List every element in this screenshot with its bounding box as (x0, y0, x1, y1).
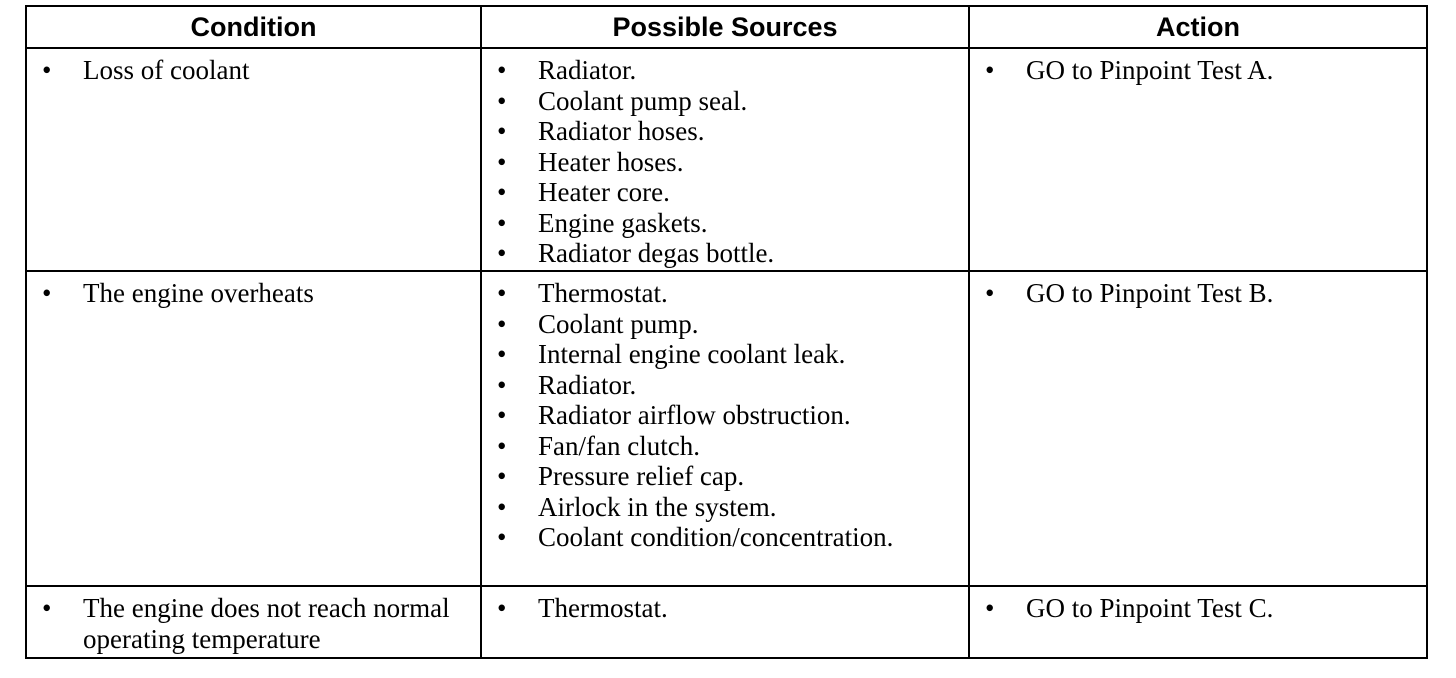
sources-cell (481, 48, 969, 271)
condition-text: • The engine overheats (27, 278, 480, 309)
source-item: • Pressure relief cap. (482, 461, 968, 492)
table-row (26, 48, 1427, 271)
header-row (26, 6, 1427, 48)
header-action: Action (969, 6, 1427, 48)
condition-cell (26, 48, 481, 271)
action-cell (969, 271, 1427, 586)
table-row (26, 271, 1427, 586)
condition-text: • The engine does not reach normal operating temperature (27, 593, 480, 654)
sources-cell (481, 271, 969, 586)
condition-cell (26, 586, 481, 658)
diagnosis-table (25, 5, 1428, 659)
action-cell (969, 586, 1427, 658)
source-item: • Thermostat. (482, 278, 968, 309)
source-item: • Thermostat. (482, 593, 968, 624)
action-text: • GO to Pinpoint Test C. (970, 593, 1426, 624)
source-item: • Coolant pump. (482, 309, 968, 340)
source-item: • Airlock in the system. (482, 492, 968, 523)
action-text: • GO to Pinpoint Test B. (970, 278, 1426, 309)
source-item: • Coolant condition/concentration. (482, 522, 968, 553)
source-item: • Internal engine coolant leak. (482, 339, 968, 370)
table-row (26, 586, 1427, 658)
source-item: • Radiator degas bottle. (482, 238, 968, 269)
header-possible-sources: Possible Sources (481, 6, 969, 48)
condition-text: • Loss of coolant (27, 55, 480, 86)
action-text: • GO to Pinpoint Test A. (970, 55, 1426, 86)
source-item: • Engine gaskets. (482, 208, 968, 239)
source-item: • Heater hoses. (482, 147, 968, 178)
source-item: • Radiator. (482, 370, 968, 401)
source-item: • Radiator hoses. (482, 116, 968, 147)
source-item: • Radiator. (482, 55, 968, 86)
action-cell (969, 48, 1427, 271)
source-item: • Coolant pump seal. (482, 86, 968, 117)
source-item: • Radiator airflow obstruction. (482, 400, 968, 431)
sources-cell (481, 586, 969, 658)
condition-cell (26, 271, 481, 586)
source-item: • Fan/fan clutch. (482, 431, 968, 462)
header-condition: Condition (26, 6, 481, 48)
source-item: • Heater core. (482, 177, 968, 208)
